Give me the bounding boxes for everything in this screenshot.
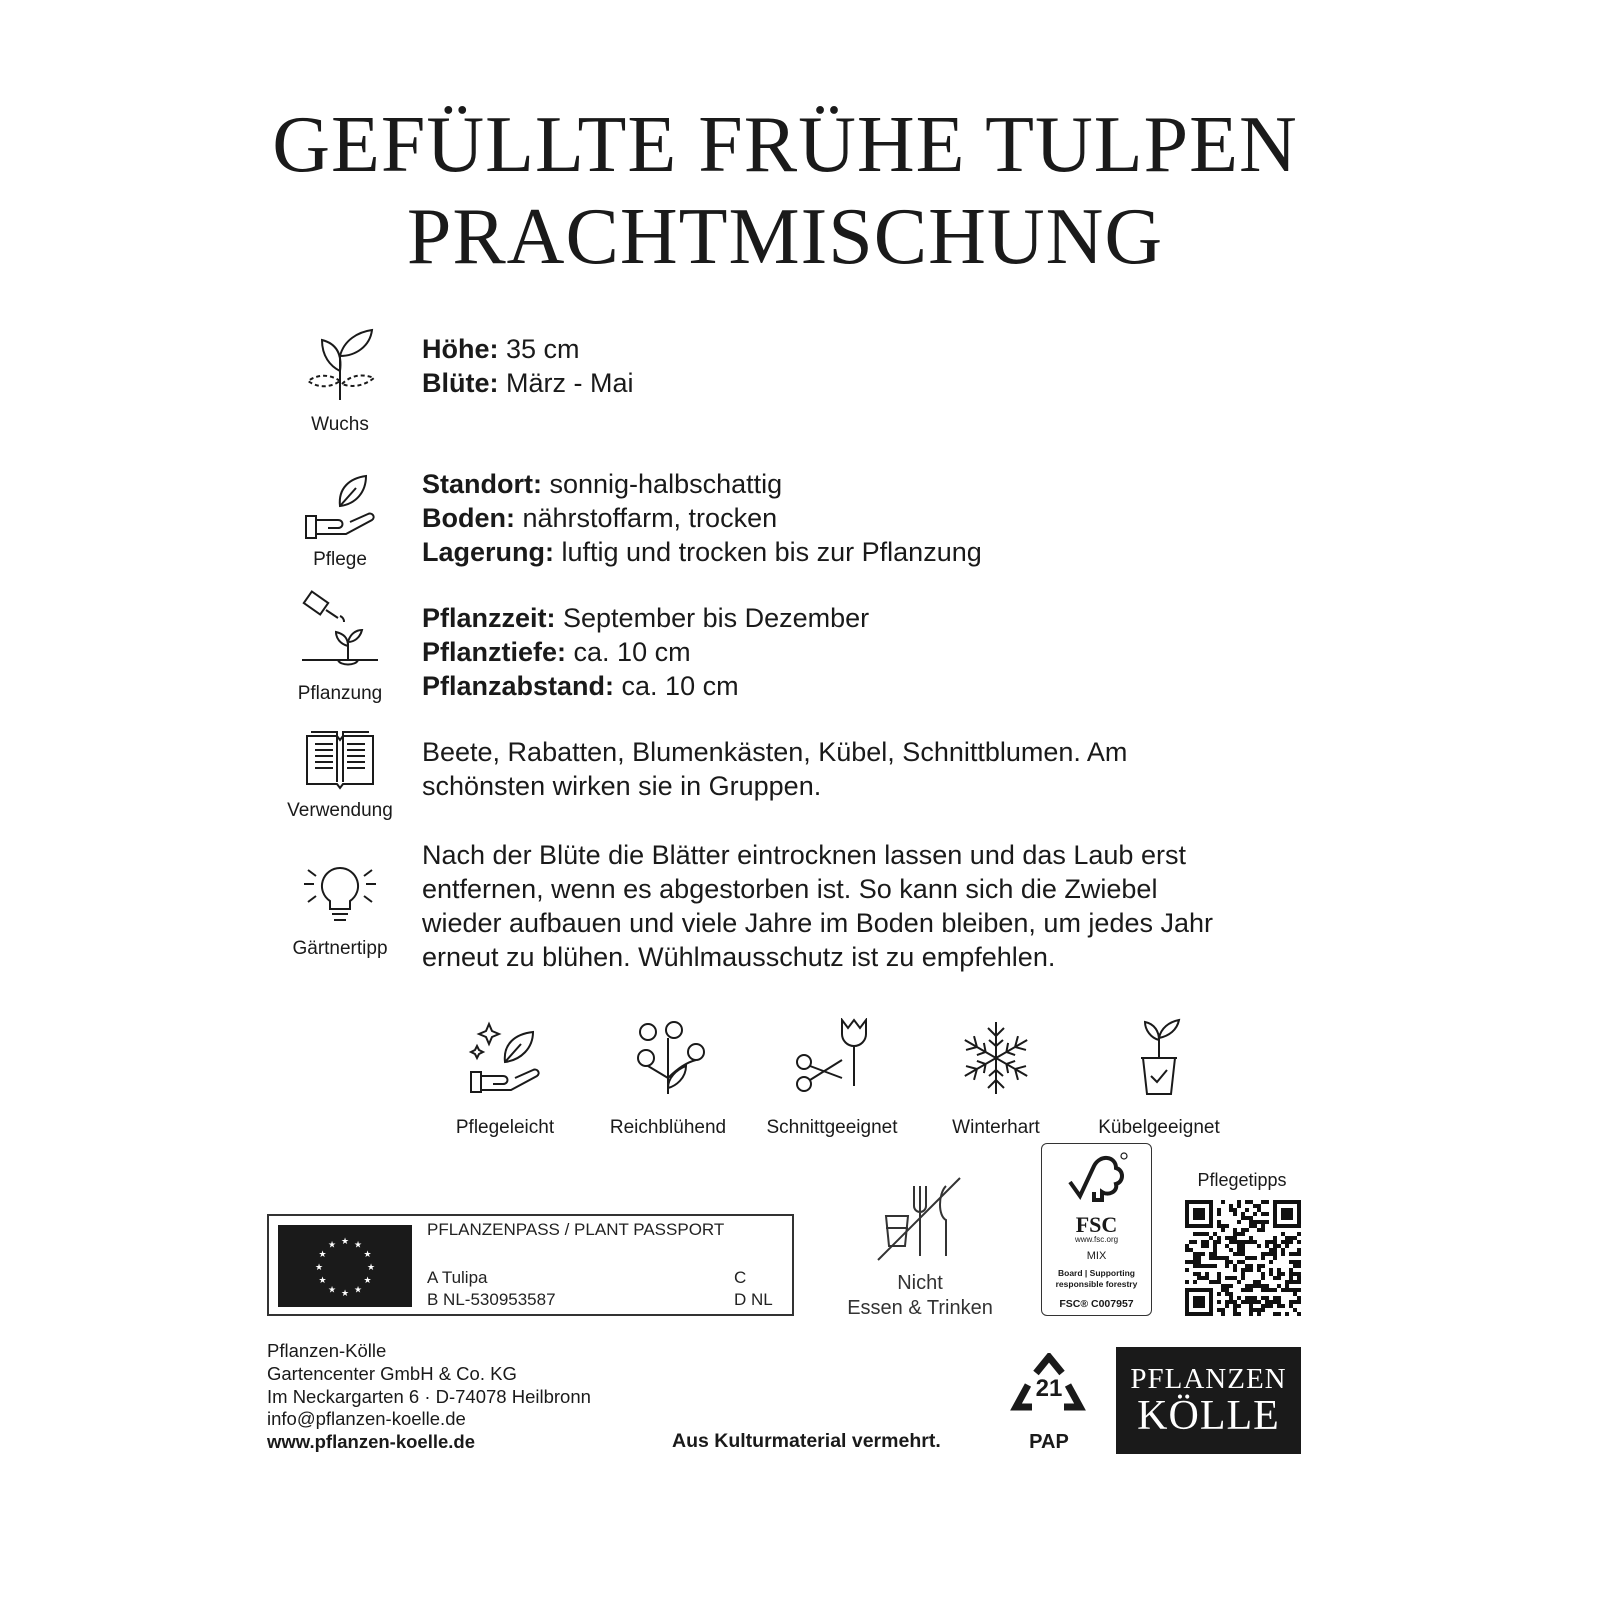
pot-plant-icon: [1119, 1018, 1199, 1098]
feature-kuebelgeeignet: [1079, 1018, 1239, 1139]
text-line: Beete, Rabatten, Blumenkästen, Kübel, Schnittblumen. Am: [422, 737, 1128, 767]
not-edible-label: [830, 1271, 1010, 1321]
section-label-verwendung: Verwendung: [287, 800, 393, 821]
warning-line-1: Nicht: [897, 1272, 943, 1294]
eu-star-icon: ★: [353, 1284, 363, 1295]
eu-star-icon: ★: [363, 1275, 372, 1285]
eu-star-icon: ★: [340, 1236, 350, 1246]
field-value: sonnig-halbschattig: [541, 469, 783, 499]
book-icon: [280, 728, 400, 790]
warning-line-2: Essen & Trinken: [847, 1297, 993, 1319]
field-value: luftig und trocken bis zur Pflanzung: [554, 537, 982, 567]
field-label: Pflanztiefe:: [422, 637, 567, 667]
fsc-code: FSC® C007957: [1059, 1298, 1134, 1310]
passport-b: B NL-530953587: [427, 1290, 556, 1309]
feature-label: Winterhart: [952, 1117, 1040, 1138]
eu-star-icon: ★: [318, 1275, 327, 1285]
fsc-name: FSC: [1075, 1212, 1118, 1237]
title-line-1: GEFÜLLTE FRÜHE TULPEN: [272, 101, 1298, 189]
gaertnertipp-text: [422, 838, 1213, 974]
qr-code[interactable]: [1185, 1200, 1301, 1321]
fsc-mix: MIX: [1086, 1250, 1107, 1262]
address-line: Pflanzen-Kölle: [267, 1340, 387, 1361]
text-line: Nach der Blüte die Blätter eintrocknen lassen und das Laub erst: [422, 840, 1186, 870]
field-value: September bis Dezember: [555, 603, 870, 633]
field-label: Boden:: [422, 503, 515, 533]
feature-winterhart: [916, 1018, 1076, 1139]
pflanzung-text: [422, 601, 869, 703]
eu-flag-icon: [278, 1225, 412, 1307]
text-line: wieder aufbauen und viele Jahre im Boden bleiben, um jedes Jahr: [422, 908, 1214, 938]
pflege-text: [422, 467, 982, 569]
website-link[interactable]: www.pflanzen-koelle.de: [267, 1431, 475, 1453]
recycling-number: 21: [1035, 1375, 1063, 1402]
flowers-icon: [628, 1018, 708, 1098]
eu-star-icon: ★: [327, 1239, 337, 1250]
scissors-tulip-icon: [792, 1018, 872, 1098]
planting-icon: [280, 590, 400, 670]
fsc-desc-2: responsible forestry: [1055, 1279, 1138, 1289]
feature-label: Pflegeleicht: [455, 1117, 555, 1138]
passport-d: D NL: [734, 1290, 773, 1309]
section-label-pflege: Pflege: [313, 549, 367, 570]
text-line: erneut zu blühen. Wühlmausschutz ist zu empfehlen.: [422, 942, 1056, 972]
hand-sparkle-icon: [465, 1018, 545, 1098]
logo-line-2: KÖLLE: [1137, 1393, 1280, 1439]
address-line: Im Neckargarten 6 · D-74078 Heilbronn: [267, 1385, 591, 1407]
text-line: entfernen, wenn es abgestorben ist. So kann sich die Zwiebel: [422, 874, 1158, 904]
feature-schnittgeeignet: [752, 1018, 912, 1139]
email-link[interactable]: info@pflanzen-koelle.de: [267, 1408, 466, 1430]
field-value: März - Mai: [498, 368, 634, 398]
text-line: schönsten wirken sie in Gruppen.: [422, 771, 822, 801]
lightbulb-icon: [280, 862, 400, 928]
section-label-pflanzung: Pflanzung: [297, 683, 383, 704]
address-block: [267, 1340, 591, 1454]
plant-passport: [267, 1214, 794, 1316]
passport-c: C: [734, 1268, 747, 1287]
field-label: Pflanzabstand:: [422, 671, 615, 701]
fsc-label: [1041, 1143, 1152, 1316]
not-edible-icon: [874, 1176, 966, 1267]
field-value: ca. 10 cm: [566, 637, 691, 667]
feature-label: Schnittgeeignet: [766, 1117, 898, 1138]
section-label-gaertnertipp: Gärtnertipp: [292, 938, 388, 959]
verwendung-text: [422, 735, 1127, 803]
fsc-desc-1: Board | Supporting: [1058, 1268, 1135, 1278]
plant-growth-icon: [280, 326, 400, 402]
title-line-2: PRACHTMISCHUNG: [406, 193, 1164, 281]
field-label: Standort:: [422, 469, 542, 499]
feature-pflegeleicht: [425, 1018, 585, 1139]
hand-leaf-icon: [280, 472, 400, 542]
field-label: Pflanzzeit:: [422, 603, 556, 633]
address-line: Gartencenter GmbH & Co. KG: [267, 1362, 517, 1384]
wuchs-text: [422, 332, 634, 400]
pflanzen-koelle-logo: [1116, 1347, 1301, 1454]
snowflake-icon: [956, 1018, 1036, 1098]
passport-a: A Tulipa: [427, 1268, 488, 1287]
field-value: ca. 10 cm: [614, 671, 739, 701]
feature-label: Kübelgeeignet: [1098, 1117, 1220, 1138]
passport-title: PFLANZENPASS / PLANT PASSPORT: [427, 1220, 725, 1239]
fsc-tree-icon: [1062, 1150, 1132, 1210]
recycling-code: PAP: [1029, 1431, 1069, 1453]
field-label: Höhe:: [422, 334, 499, 364]
field-label: Blüte:: [422, 368, 499, 398]
field-label: Lagerung:: [422, 537, 554, 567]
recycling-icon: [1006, 1353, 1092, 1457]
culture-note: Aus Kulturmaterial vermehrt.: [672, 1430, 941, 1452]
eu-star-icon: ★: [366, 1262, 376, 1272]
eu-star-icon: ★: [363, 1249, 372, 1259]
field-value: 35 cm: [498, 334, 580, 364]
eu-star-icon: ★: [327, 1284, 337, 1295]
feature-label: Reichblühend: [609, 1117, 727, 1138]
field-value: nährstoffarm, trocken: [514, 503, 778, 533]
eu-star-icon: ★: [353, 1239, 363, 1250]
eu-star-icon: ★: [318, 1249, 327, 1259]
fsc-url: www.fsc.org: [1074, 1235, 1119, 1244]
qr-label: Pflegetipps: [1197, 1170, 1287, 1190]
section-label-wuchs: Wuchs: [311, 414, 369, 435]
logo-line-1: PFLANZEN: [1130, 1363, 1287, 1395]
feature-reichbluehend: [588, 1018, 748, 1139]
eu-star-icon: ★: [340, 1288, 350, 1298]
eu-star-icon: ★: [314, 1262, 324, 1272]
